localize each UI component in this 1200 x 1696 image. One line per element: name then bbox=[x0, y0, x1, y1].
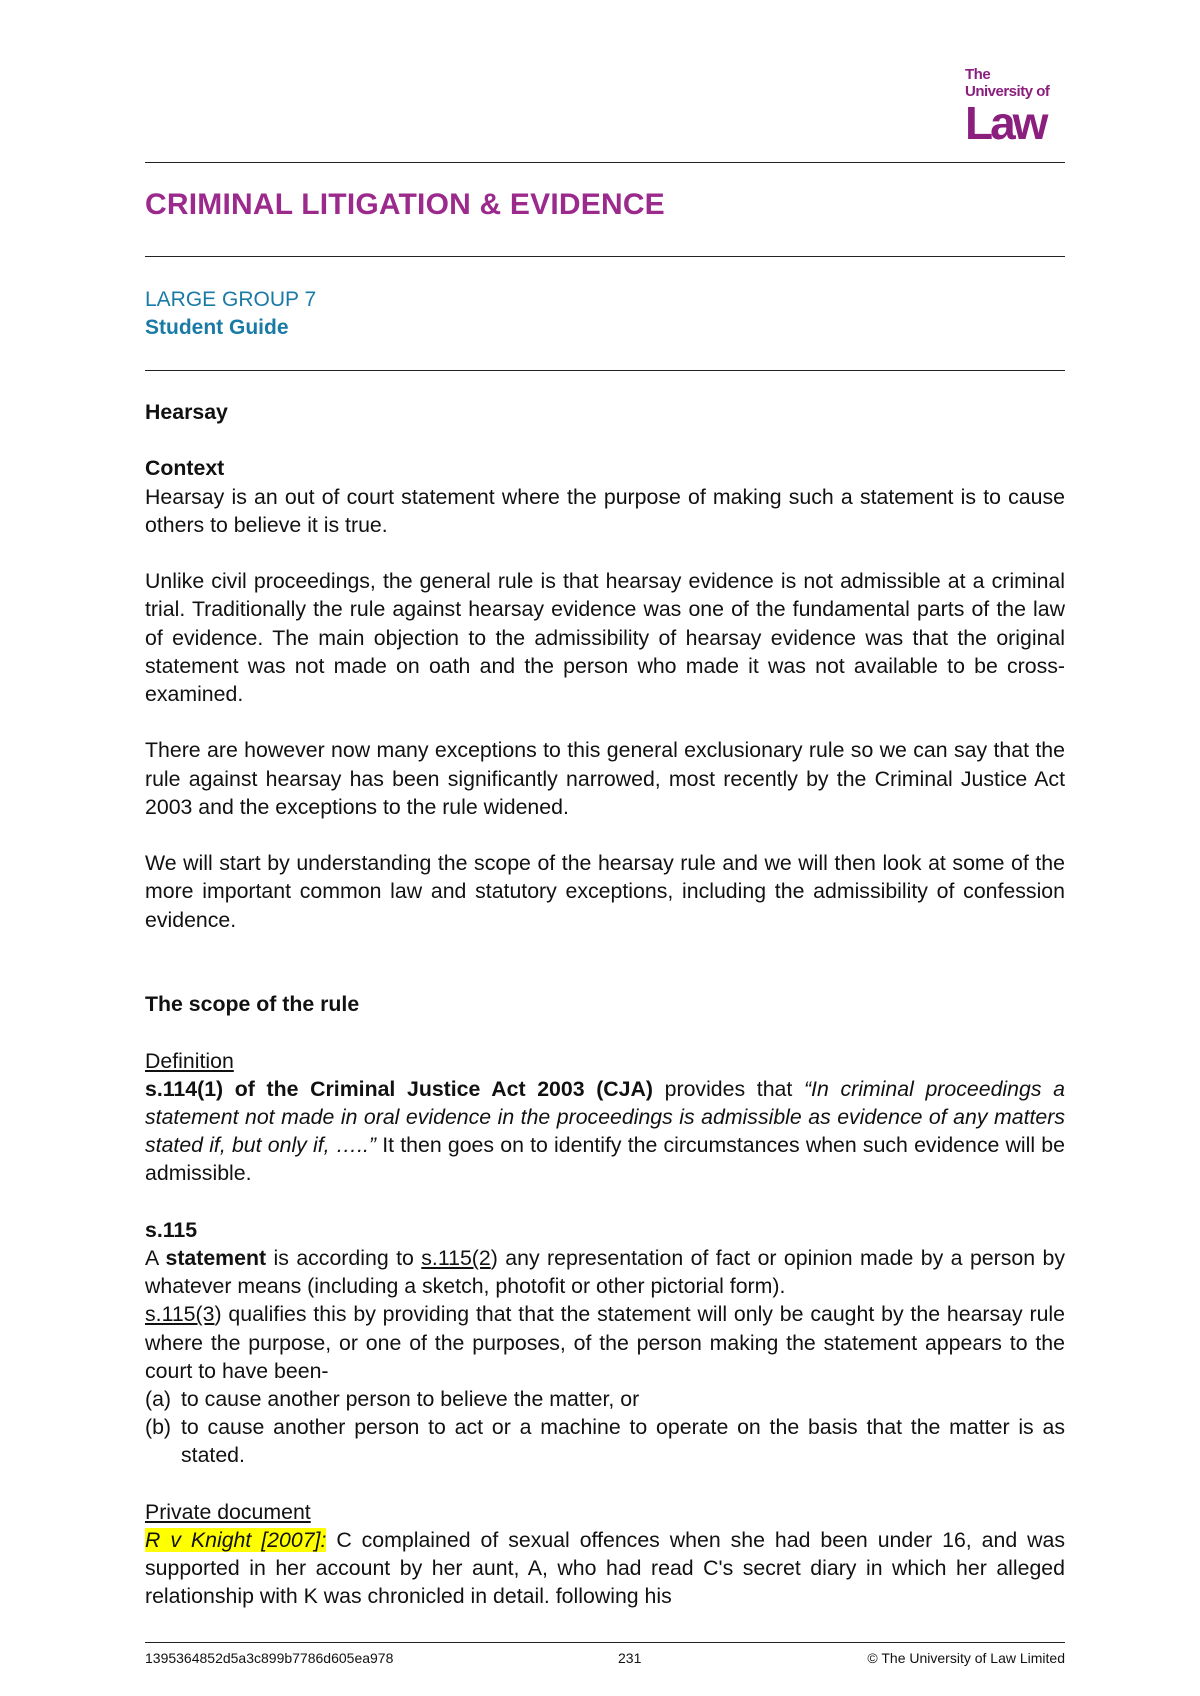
header-divider bbox=[145, 162, 1065, 163]
footer-doc-id: 1395364852d5a3c899b7786d605ea978 bbox=[145, 1650, 394, 1666]
context-heading: Context bbox=[145, 456, 225, 481]
case-paragraph: R v Knight [2007]: C complained of sexual offences when she had been under 16, and was supported in her account by her aunt, A, who had read C's secret diary in which her alleged relationship with K was chronicled in detail. following his bbox=[145, 1528, 1065, 1609]
context-paragraph-1: Hearsay is an out of court statement where the purpose of making such a statement is to cause others to believe it is true. bbox=[145, 484, 1065, 537]
list-item: (a) to cause another person to believe the matter, or bbox=[145, 1387, 640, 1411]
statement-term: statement bbox=[165, 1245, 267, 1270]
footer-copyright: © The University of Law Limited bbox=[867, 1650, 1065, 1666]
context-paragraph-3: There are however now many exceptions to this general exclusionary rule so we can say that the rule against hearsay has been significantly narrowed, most recently by the Criminal Justice Act 2003 and the exceptions to the rule widened. bbox=[145, 738, 1065, 819]
list-item: (b) to cause another person to act or a machine to operate on the basis that the matter is as stated. bbox=[145, 1415, 1065, 1468]
logo-line-university: University of bbox=[965, 83, 1050, 100]
section-ref-link[interactable]: s.115(2 bbox=[421, 1245, 491, 1270]
session-label: LARGE GROUP 7 bbox=[145, 288, 317, 311]
title-divider bbox=[145, 256, 1065, 257]
university-logo bbox=[965, 66, 1065, 149]
definition-quote: “In criminal proceedings a statement not made in oral evidence in the proceedings is admissible as evidence of any matters stated if, but only if, …..” bbox=[145, 1076, 1065, 1158]
definition-statute: s.114(1) of the Criminal Justice Act 2003 (CJA) bbox=[145, 1076, 653, 1101]
session-info bbox=[145, 286, 316, 342]
section-ref-link[interactable]: s.115(3 bbox=[145, 1302, 215, 1327]
document-body bbox=[145, 398, 1065, 1611]
session-subtitle: Student Guide bbox=[145, 316, 289, 339]
s115-heading: s.115 bbox=[145, 1217, 198, 1242]
definition-paragraph: s.114(1) of the Criminal Justice Act 2003 (CJA) provides that “In criminal proceedings a statement not made in oral evidence in the proceedings is admissible as evidence of any matters stated if, but only if, …..” It then goes on to identify the circumstances when such evidence will be admissible. bbox=[145, 1076, 1065, 1186]
private-document-label: Private document bbox=[145, 1499, 311, 1524]
topic-heading: Hearsay bbox=[145, 400, 228, 424]
case-name-highlight: R v Knight [2007]: bbox=[145, 1528, 327, 1552]
definition-label: Definition bbox=[145, 1048, 234, 1073]
logo-line-the: The bbox=[965, 66, 991, 83]
s115-paragraph-2: s.115(3) qualifies this by providing that that the statement will only be caught by the hearsay rule where the purpose, or one of the purposes, of the person making the statement appears to the court to have been- bbox=[145, 1302, 1065, 1383]
course-title: CRIMINAL LITIGATION & EVIDENCE bbox=[145, 188, 665, 221]
session-divider bbox=[145, 370, 1065, 371]
context-paragraph-4: We will start by understanding the scope of the hearsay rule and we will then look at some of the more important common law and statutory exceptions, including the admissibility of confession evidence. bbox=[145, 851, 1065, 932]
footer-divider bbox=[145, 1642, 1065, 1643]
scope-heading: The scope of the rule bbox=[145, 992, 360, 1017]
s115-paragraph-1: A statement is according to s.115(2) any representation of fact or opinion made by a person by whatever means (including a sketch, photofit or other pictorial form). bbox=[145, 1245, 1065, 1299]
footer-page-number: 231 bbox=[618, 1650, 642, 1666]
logo-line-law: Law bbox=[965, 97, 1046, 149]
context-paragraph-2: Unlike civil proceedings, the general rule is that hearsay evidence is not admissible at a criminal trial. Traditionally the rule against hearsay evidence was one of the fundamental parts of the law of evidence. The main objection to the admissibility of hearsay evidence was that the original statement was not made on oath and the person who made it was not available to be cross-examined. bbox=[145, 569, 1065, 706]
